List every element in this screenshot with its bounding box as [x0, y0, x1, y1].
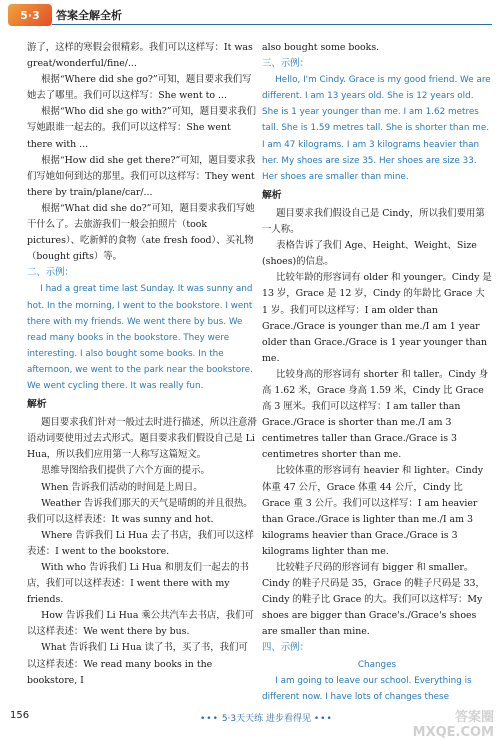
paragraph: 根据“Where did she go?”可知，题目要求我们写她去了哪里。我们可以这样写：She went to ...: [27, 74, 252, 102]
paragraph: When 告诉我们活动的时间是上周日。: [41, 481, 203, 493]
slogan-text: 5·3天天练 进步看得见: [221, 714, 311, 724]
paragraph: 比较年龄的形容词有 older 和 younger。Cindy 是 13 岁，Grace 是 12 岁，Cindy 的年龄比 Grace 大 1 岁。我们可以这样写：I am older than Grace./Grace is younger than me./I am 1 year older than Grace./Grace is 1 year younger than me.: [262, 272, 492, 364]
paragraph: 比较体重的形容词有 heavier 和 lighter。Cindy 体重 47 公斤，Grace 体重 44 公斤，Cindy 比 Grace 重 3 公斤。我们可以这样写：I am heavier than Grace./Grace is lighter than me./I am 3 kilograms heavier than Grace./Grace is 3 kilograms lighter than me.: [262, 465, 483, 557]
paragraph: 比较鞋子尺码的形容词有 bigger 和 smaller。Cindy 的鞋子尺码是 35，Grace 的鞋子尺码是 33，Cindy 的鞋子比 Grace 的大。我们可以这样写：My shoes are bigger than Grace's./Grace's shoes are smaller than mine.: [262, 562, 485, 638]
analysis-heading: 解析: [27, 399, 47, 411]
paragraph: With who 告诉我们 Li Hua 和朋友们一起去的书店，我们可以这样表述：I went there with my friends.: [27, 562, 249, 606]
analysis-heading: 解析: [262, 189, 282, 201]
paragraph: 根据“What did she do?”可知，题目要求我们写她干什么了。去旅游我们一般会拍照片（took pictures）、吃新鲜的食物（ate fresh food）、买礼物（bought gifts）等。: [27, 202, 255, 263]
sample-essay: I had a great time last Sunday. It was sunny and hot. In the morning, I went to the bookstore. I went there with my friends. We went there by bus. We read many books in the bookstore. They were interesting. I also bought some books. In the afternoon, we went to the park near the bookstore. We went cycling there. It was really fun.: [27, 284, 253, 391]
paragraph: 表格告诉了我们 Age、Height、Weight、Size (shoes)的信息。: [262, 240, 477, 268]
section-heading: 四、示例：: [262, 642, 309, 654]
page-footer: [0, 704, 500, 740]
paragraph: Where 告诉我们 Li Hua 去了书店，我们可以这样表述：I went to the bookstore.: [27, 529, 254, 557]
paragraph: 题目要求我们针对一般过去时进行描述，所以注意滑语动词要使用过去式形式。题目要求我们假设自己是 Li Hua，所以我们应用第一人称写这篇短文。: [27, 417, 257, 461]
paragraph: Weather 告诉我们那天的天气是晴朗的并且很热。我们可以这样表述：It was sunny and hot.: [27, 497, 253, 525]
essay-title: Changes: [357, 659, 397, 670]
section-heading: 三、示例：: [262, 58, 309, 70]
paragraph: 游了，这样的寒假会很精彩。我们可以这样写：It was great/wonderful/fine/...: [27, 42, 253, 70]
dots-icon: •••: [200, 714, 219, 724]
paragraph: 题目要求我们假设自己是 Cindy，所以我们要用第一人称。: [262, 207, 485, 236]
paragraph: 比较身高的形容词有 shorter 和 taller。Cindy 身高 1.62 米，Grace 身高 1.59 米，Cindy 比 Grace 高 3 厘米。我们可以这样写：I am taller than Grace./Grace is shorter than me./I am 3 centimetres taller than Grace./Grace is 3 centimetres shorter than me.: [262, 368, 489, 461]
paragraph: How 告诉我们 Li Hua 乘公共汽车去书店，我们可以这样表述：We went there by bus.: [27, 610, 254, 638]
sample-essay: Hello, I'm Cindy. Grace is my good friend. We are different. I am 13 years old. She is 12 years old. She is 1 year younger than me. I am 1.62 metres tall. She is 1.59 metres tall. She is shorter than me. I am 47 kilograms. I am 3 kilograms heavier than her. My shoes are size 35. Her shoes are size 33. Her shoes are smaller than mine.: [262, 75, 491, 182]
sample-essay: I am going to leave our school. Everything is different now. I have lots of changes these: [262, 675, 472, 702]
page-header: [0, 0, 500, 30]
paragraph: 思维导图给我们提供了六个方面的提示。: [41, 465, 210, 477]
paragraph: What 告诉我们 Li Hua 读了书，买了书，我们可以这样表述：We read many books in the bookstore, I: [27, 642, 248, 686]
page-number: 156: [10, 710, 30, 721]
paragraph: 根据“How did she get there?”可知，题目要求我们写她如何到达的那里。我们可以这样写：They went there by train/plane/car/...: [27, 154, 256, 198]
dots-icon: •••: [313, 714, 333, 724]
section-heading: 二、示例：: [27, 267, 74, 279]
footer-slogan: [200, 711, 333, 724]
brand-logo: 5·3: [8, 4, 52, 26]
header-title: 答案全解全析: [56, 9, 122, 22]
paragraph: also bought some books.: [262, 42, 380, 53]
header-rule: [52, 24, 492, 25]
paragraph: 根据“Who did she go with?”可知，题目要求我们写她跟谁一起去的。我们可以这样写：She went there with ...: [27, 106, 256, 150]
left-column: [27, 40, 257, 689]
right-column: [262, 40, 492, 705]
watermark: 答案圈 MXQE.COM: [412, 710, 494, 740]
